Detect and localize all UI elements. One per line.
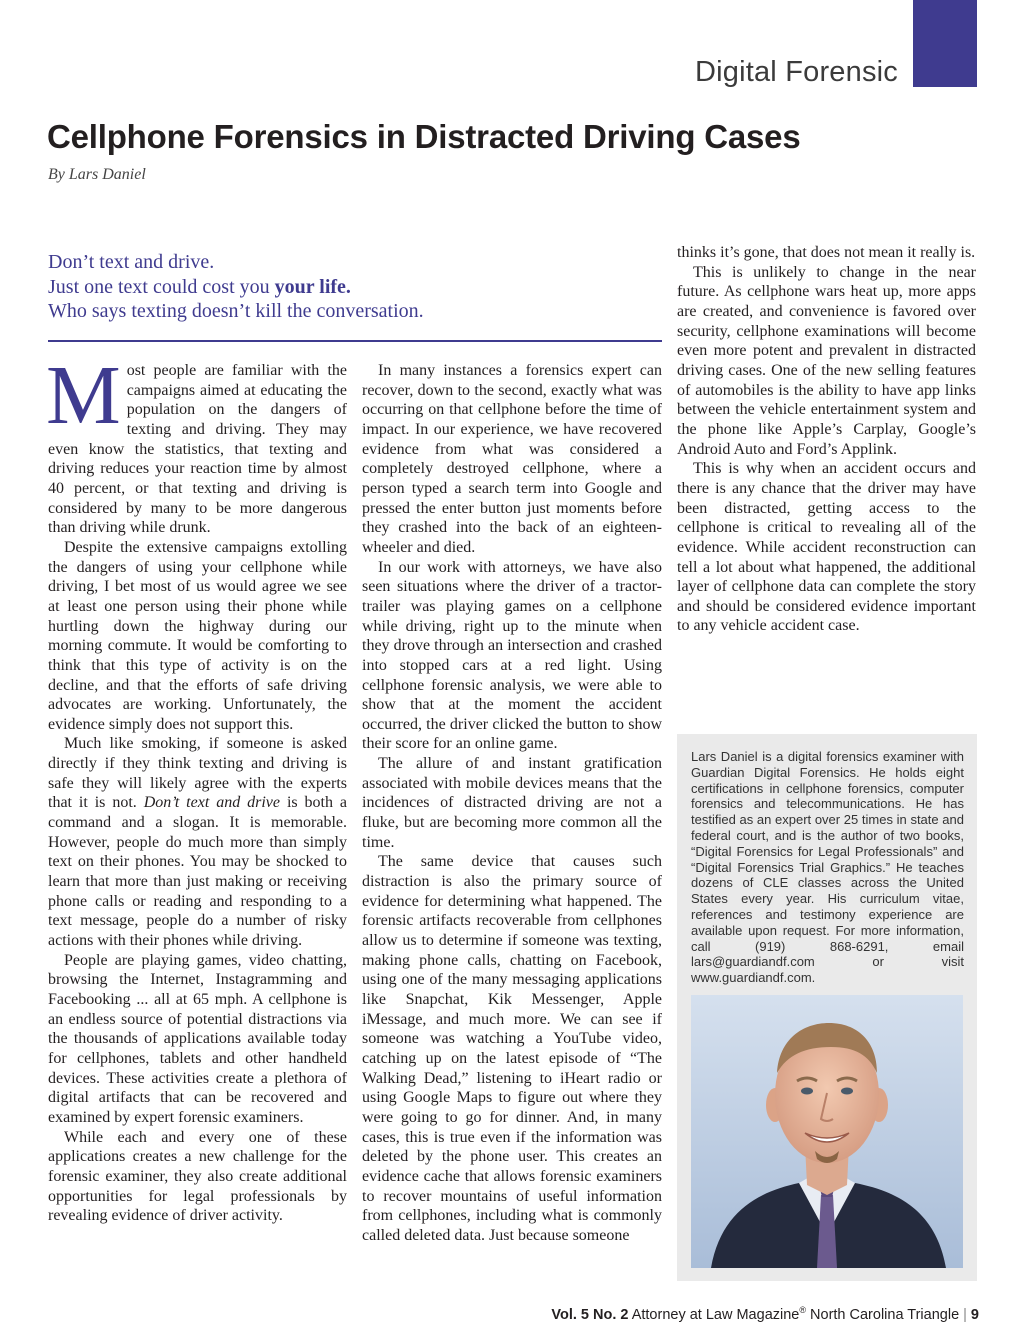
section-label: Digital Forensic [694,56,898,88]
footer-page-number: 9 [970,1306,979,1323]
page-footer [551,1305,979,1323]
header-accent-block [913,0,977,87]
footer-registered-mark: ® [799,1305,806,1315]
pull-quote-emphasis: your life. [274,275,351,298]
pull-quote-line-1: Don’t text and drive. [48,251,215,273]
article-title: Cellphone Forensics in Distracted Driving Cases [47,118,801,155]
article-paragraph: In our work with attorneys, we have also seen situations where the driver of a tractor-trailer was playing games on a cellphone while driving, right up to the minute when they drove through an intersection and crashed into stopped cars at a red light. Using cellphone forensic analysis, we were able to show that at the moment the accident occurred, the driver clicked the button to show their score for an online game. [362,558,662,753]
article-paragraph: Much like smoking, if someone is asked directly if they think texting and driving is safe they will likely agree with the experts that it is not. Don’t text and drive is both a command and a slogan. It is memorable. However, people do much more than simply text on their phones. You may be shocked to learn that more than just making or receiving phone calls or reading and responding to a text message, people do a number of risky actions with their phones while driving. [48,735,348,950]
drop-cap: M [46,349,121,442]
author-bio-text: Lars Daniel is a digital forensics examiner with Guardian Digital Forensics. He holds eight certifications in cellphone forensics, computer forensics and telecommunications. He has testified as an expert over 25 times in state and federal court, and is the author of two books, “Digital Forensics for Legal Professionals” and “Digital Forensics Trial Graphics.” He teaches dozens of CLE classes across the United States every year. His curriculum vitae, references and testimony experience are available upon request. For more information, call (919) 868-6291, email lars@guardiandf.com or visit www.guardiandf.com. [691,749,964,986]
pull-quote-line-2: Just one text could cost you your life. [48,275,351,298]
footer-volume: Vol. 5 No. 2 [551,1306,629,1323]
pull-quote-divider [48,340,662,342]
article-paragraph: In many instances a forensics expert can recover, down to the second, exactly what was occurring on that cellphone before the time of impact. In our experience, we have recovered evidence from what was considered a completely destroyed cellphone, where a person typed a search term into Google and pressed the enter button just moments before they crashed into the back of an eighteen-wheeler and died. [362,362,662,556]
article-paragraph: The same device that causes such distraction is also the primary source of evidence for determining what happened. The forensic artifacts recoverable from cellphones allow us to determine if someone was texting, making phone calls, chatting on Facebook, using one of the many messaging applications like Snapchat, Kik Messenger, Apple iMessage, and much more. We can see if someone was watching a YouTube video, catching up on the latest episode of “The Walking Dead,” listening to iHeart radio or using Google Maps to figure out where they were going to go for dinner. And, in many cases, this is true even if the information was deleted by the phone user. This creates an evidence cache that allows forensic examiners to recover mountains of useful information from cellphones, including what is commonly called deleted data. Just because someone [362,853,662,1244]
footer-magazine-name: Attorney at Law Magazine [631,1306,800,1323]
article-paragraph: thinks it’s gone, that does not mean it really is. [677,244,976,261]
article-column-2 [362,361,662,1246]
article-paragraph: This is unlikely to change in the near future. As cellphone wars heat up, more apps are created, and convenience is favored over security, cellphone examinations will become even more potent and prevalent in distracted driving cases. One of the new selling features of automobiles is the ability to have app links between the vehicle entertainment system and the phone like Apple’s Carplay, Google’s Android Auto and Ford’s Applink. [677,263,976,458]
article-column-1 [46,349,348,1226]
article-paragraph: Despite the extensive campaigns extolling the dangers of using your cellphone while driving, I bet most of us would agree we see at least one person using their phone while hurtling down the highway during our morning commute. It would be comforting to think that this type of activity is on the decline, and that the efforts of safe driving advocates are working. Unfortunately, the evidence simply does not support this. [48,538,347,733]
pull-quote [48,250,658,324]
article-paragraph: This is why when an accident occurs and there is any chance that the driver may have been distracted, getting access to the cellphone is critical to revealing all of the evidence. While accident reconstruction can tell a lot about what happened, the additional layer of cellphone data can complete the story and should be considered evidence important to any vehicle accident case. [677,460,976,635]
article-paragraph: Most people are familiar with the campaigns aimed at educating the population on the dangers of texting and driving. They may even know the statistics, that texting and driving reduces your reaction time by almost 40 percent, or that texting and driving is considered by many to be more dangerous than driving while drunk. [46,349,347,537]
article-paragraph: The allure of and instant gratification associated with mobile devices means that the incidences of distracted driving are not a fluke, but are becoming more common all the time. [362,755,662,851]
author-portrait-photo [691,995,963,1268]
article-paragraph: While each and every one of these applications creates a new challenge for the forensic examiner, they also create additional opportunities for legal professionals by revealing evidence of driver activity. [48,1128,347,1225]
article-byline: By Lars Daniel [48,166,146,183]
article-paragraph: People are playing games, video chatting, browsing the Internet, Instagramming and Facebooking ... all at 65 mph. A cellphone is an endless source of potential distractions via the thousands of applications available today for cellphones, tablets and other handheld devices. These activities create a plethora of digital artifacts that can be recovered and examined by expert forensic examiners. [48,951,347,1126]
pull-quote-line-3: Who says texting doesn’t kill the conversation. [48,300,424,322]
article-column-3 [677,243,976,636]
footer-separator: | [963,1306,967,1323]
footer-region: North Carolina Triangle [810,1306,960,1323]
